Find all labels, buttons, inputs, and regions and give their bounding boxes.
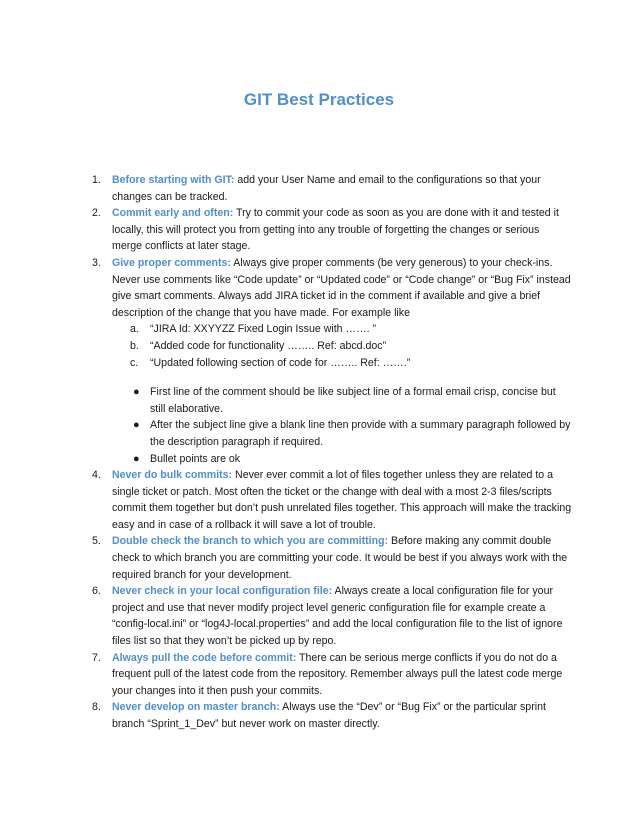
list-item — [92, 533, 572, 583]
item-heading: Commit early and often: — [112, 207, 234, 220]
example-list — [112, 321, 572, 371]
item-heading: Never check in your local configuration file: — [112, 585, 333, 598]
bullet-item — [133, 384, 572, 417]
item-text: add your User Name and email to the configurations so that your changes can be tracked. — [112, 174, 541, 203]
list-item — [92, 172, 572, 205]
bullet-item — [133, 451, 572, 468]
bullet-text: After the subject line give a blank line then provide with a summary paragraph followed by the description paragraph if required. — [150, 419, 571, 448]
item-heading: Give proper comments: — [112, 256, 231, 269]
spacer — [112, 371, 572, 384]
example-text: “JIRA Id: XXYYZZ Fixed Login Issue with ……. ” — [150, 323, 377, 336]
item-text: There can be serious merge conflicts if you do not do a frequent pull of the latest code from the repository. Remember always pull the latest code merge your changes into it then push your commits. — [112, 651, 563, 697]
example-letter: c. — [130, 356, 139, 369]
bullet-text: First line of the comment should be like subject line of a formal email crisp, concise but still elaborative. — [150, 386, 556, 415]
bullet-icon: ● — [133, 452, 140, 465]
item-number: 7. — [92, 651, 101, 664]
item-text: Always create a local configuration file for your project and use that never modify project level generic configuration file for example create a “config-local.ini” or “log4J-local.properties” and add the local configuration file to the list of ignore files list so that they won’t be picked up by repo. — [112, 585, 563, 648]
list-item — [92, 255, 572, 467]
item-number: 8. — [92, 701, 101, 714]
item-text: Always give proper comments (be very generous) to your check-ins. Never use comments like “Code update” or “Updated code” or “Code change” or “Bug Fix” instead give smart comments. Always add JIRA ticket id in the comment if available and give a brief description of the change that you have made. For example like — [112, 256, 571, 319]
example-text: “Updated following section of code for …….. Ref: …….” — [150, 356, 411, 369]
list-item — [92, 583, 572, 649]
item-heading: Before starting with GIT: — [112, 174, 235, 186]
bullet-item — [133, 417, 572, 450]
item-text: Always use the “Dev” or “Bug Fix” or the particular sprint branch “Sprint_1_Dev” but never work on master directly. — [112, 701, 546, 730]
item-heading: Always pull the code before commit: — [112, 651, 297, 664]
example-letter: a. — [130, 323, 139, 336]
item-number: 5. — [92, 535, 101, 548]
page-title: GIT Best Practices — [243, 90, 395, 109]
list-item — [92, 467, 572, 533]
example-letter: b. — [130, 339, 139, 352]
item-number: 3. — [92, 256, 101, 269]
item-number: 6. — [92, 585, 101, 598]
item-heading: Never do bulk commits: — [112, 469, 233, 482]
item-text: Never ever commit a lot of files together unless they are related to a single ticket or patch. Most often the ticket or the change with deal with a most 2-3 files/scripts commit them together but don’t push unrelated files together. This approach will make the tracking easy and in case of a rollback it will save a lot of trouble. — [112, 469, 572, 531]
list-item — [92, 650, 572, 700]
item-number: 4. — [92, 469, 101, 482]
item-text: Try to commit your code as soon as you are done with it and tested it locally, this will protect you from getting into any trouble of forgetting the changes or serious merge conflicts at later stage. — [112, 207, 559, 253]
bullet-text: Bullet points are ok — [150, 452, 241, 465]
practices-list — [92, 172, 572, 733]
list-item — [92, 699, 572, 732]
example-item — [130, 355, 572, 372]
bullet-icon: ● — [133, 419, 140, 432]
item-number: 1. — [92, 174, 101, 186]
item-text: Before making any commit double check to which branch you are committing your code. It would be best if you always work with the required branch for your development. — [112, 535, 568, 581]
bullet-list — [112, 384, 572, 467]
example-item — [130, 321, 572, 338]
example-text: “Added code for functionality …….. Ref: abcd.doc” — [150, 339, 387, 352]
bullet-icon: ● — [133, 386, 140, 399]
item-number: 2. — [92, 207, 101, 220]
example-item — [130, 338, 572, 355]
item-heading: Double check the branch to which you are committing: — [112, 535, 389, 548]
list-item — [92, 205, 572, 255]
item-heading: Never develop on master branch: — [112, 701, 280, 714]
